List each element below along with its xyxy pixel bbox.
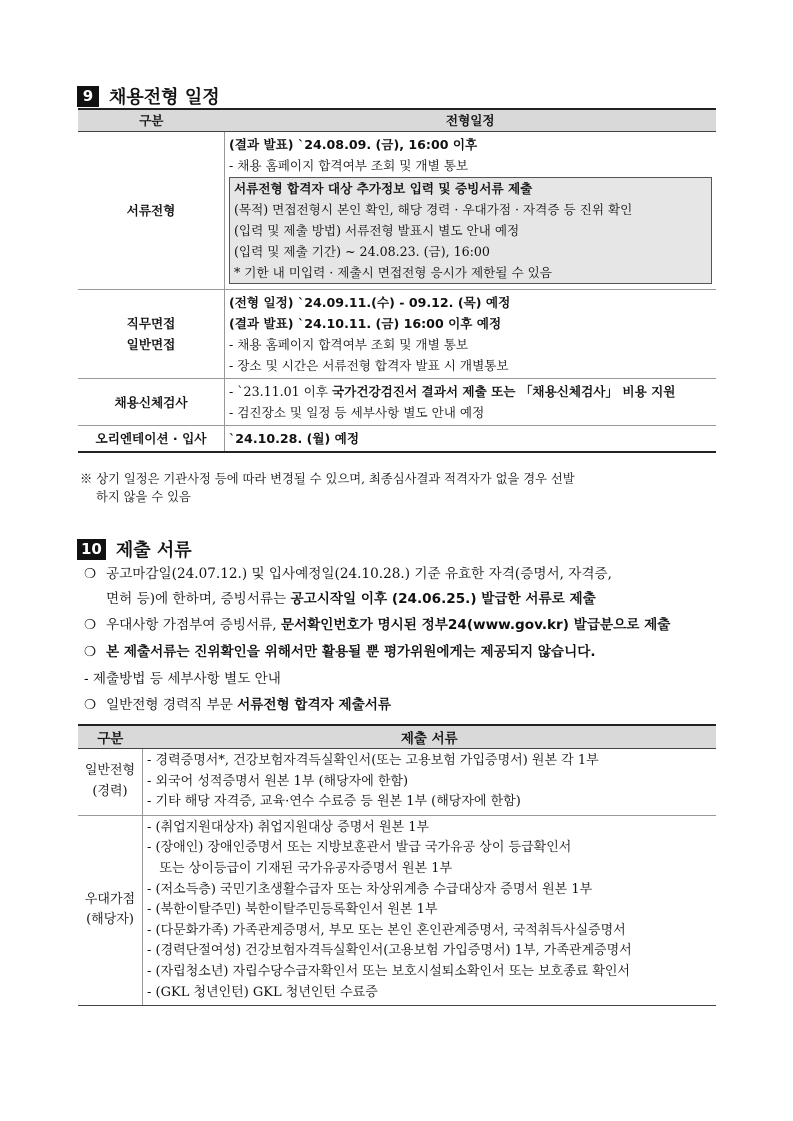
result-announcement: (결과 발표) `24.08.09. (금), 16:00 이후 [229, 137, 478, 152]
medical-line [229, 381, 712, 402]
bullet-emphasis: 서류전형 합격자 제출서류 [237, 697, 392, 713]
table-row [78, 426, 716, 453]
row-label-medical-exam: 채용신체검사 [78, 379, 225, 426]
header-category: 구분 [78, 109, 225, 132]
circle-bullet-icon: ❍ [84, 644, 97, 660]
list-item: - (경력단절여성) 건강보험자격득실확인서(고용보험 가입증명서) 1부, 가족관계증명서 [147, 943, 632, 959]
list-item: - 외국어 성적증명서 원본 1부 (해당자에 한함) [147, 773, 409, 789]
interview-result: (결과 발표) `24.10.11. (금) 16:00 이후 예정 [229, 316, 502, 331]
sub-item [84, 667, 281, 687]
bullet-item [84, 693, 391, 713]
medical-exam-cell [225, 379, 717, 426]
table-header-row [78, 109, 716, 132]
bullet-text: 일반전형 경력직 부문 [106, 697, 238, 713]
box-line: (목적) 면접전형시 본인 확인, 해당 경력 · 우대가점 · 자격증 등 진위 확인 [234, 202, 633, 217]
label-line: (해당자) [86, 912, 134, 928]
documents-table [78, 724, 716, 1006]
list-item: - (자립청소년) 자립수당수급자확인서 또는 보호시설퇴소확인서 또는 보호종료 확인서 [147, 963, 630, 979]
table-row [78, 379, 716, 426]
list-item: - (북한이탈주민) 북한이탈주민등록확인서 원본 1부 [147, 902, 438, 918]
notice-line: - 채용 홈페이지 합격여부 조회 및 개별 통보 [229, 337, 469, 352]
section-9-heading [77, 83, 220, 109]
additional-info-box [229, 177, 712, 284]
label-line: (경력) [92, 783, 128, 799]
box-line: (입력 및 제출 방법) 서류전형 발표시 별도 안내 예정 [234, 223, 520, 238]
table-header-row [78, 725, 716, 749]
medical-text: - `23.11.01 이후 [229, 384, 332, 399]
row-label-general [78, 749, 143, 816]
schedule-table [78, 108, 716, 453]
list-item: - (취업지원대상자) 취업지원대상 증명서 원본 1부 [147, 819, 430, 835]
notice-line: - 채용 홈페이지 합격여부 조회 및 개별 통보 [229, 158, 469, 173]
note-line: 하지 않을 수 있음 [96, 490, 191, 504]
section-number-badge: 9 [77, 86, 99, 107]
bullet-item [84, 613, 670, 633]
section-title: 제출 서류 [115, 540, 192, 561]
notice-line: - 장소 및 시간은 서류전형 합격자 발표 시 개별통보 [229, 358, 509, 373]
section-title: 채용전형 일정 [109, 87, 220, 108]
interview-schedule: (전형 일정) `24.09.11.(수) - 09.12. (목) 예정 [229, 295, 511, 310]
section-10-heading [77, 536, 192, 562]
label-line: 일반면접 [126, 337, 176, 352]
list-item: 또는 상이등급이 기재된 국가유공자증명서 원본 1부 [147, 860, 453, 876]
header-category: 구분 [78, 725, 143, 749]
bullet-text: 면허 등)에 한하며, 증빙서류는 [106, 591, 291, 607]
list-item: - (GKL 청년인턴) GKL 청년인턴 수료증 [147, 984, 378, 1000]
bullet-text: 우대사항 가점부여 증빙서류, [106, 617, 281, 633]
bullet-emphasis: 문서확인번호가 명시된 정부24(www.gov.kr) 발급분으로 제출 [280, 617, 671, 633]
list-item: - 경력증명서*, 건강보험자격득실확인서(또는 고용보험 가입증명서) 원본 각 1부 [147, 753, 599, 768]
notice-line: - 검진장소 및 일정 등 세부사항 별도 안내 예정 [229, 405, 485, 420]
bullet-continuation [106, 587, 596, 607]
row-label-interview [78, 290, 225, 379]
preference-documents-cell [143, 815, 717, 1005]
section-number-badge: 10 [77, 539, 106, 560]
bullet-emphasis: 본 제출서류는 진위확인을 위해서만 활용될 뿐 평가위원에게는 제공되지 않습니다. [106, 644, 596, 660]
row-label-preference [78, 815, 143, 1005]
label-line: 우대가점 [84, 891, 136, 907]
list-item: - 기타 해당 자격증, 교육·연수 수료증 등 원본 1부 (해당자에 한함) [147, 794, 521, 810]
interview-cell [225, 290, 717, 379]
label-line: 직무면접 [126, 316, 176, 331]
row-label-orientation: 오리엔테이션 · 입사 [78, 426, 225, 453]
row-label-document-screening: 서류전형 [78, 132, 225, 290]
sub-item-text: - 제출방법 등 세부사항 별도 안내 [84, 671, 281, 687]
circle-bullet-icon: ❍ [84, 566, 97, 582]
note-line: ※ 상기 일정은 기관사정 등에 따라 변경될 수 있으며, 최종심사결과 적격자가 없을 경우 선발 [80, 472, 575, 486]
table-row [78, 749, 716, 816]
bullet-item [84, 562, 612, 582]
medical-emphasis: 국가건강검진서 결과서 제출 또는 「채용신체검사」 비용 지원 [331, 384, 676, 399]
document-screening-cell [225, 132, 717, 290]
table-row [78, 132, 716, 290]
orientation-value: `24.10.28. (월) 예정 [225, 426, 717, 453]
table-row [78, 815, 716, 1005]
header-documents: 제출 서류 [143, 725, 717, 749]
general-documents-cell [143, 749, 717, 816]
circle-bullet-icon: ❍ [84, 697, 97, 713]
list-item: - (저소득층) 국민기초생활수급자 또는 차상위계층 수급대상자 증명서 원본 1부 [147, 881, 593, 897]
bullet-emphasis: 공고시작일 이후 (24.06.25.) 발급한 서류로 제출 [290, 591, 596, 607]
bullet-text: 공고마감일(24.07.12.) 및 입사예정일(24.10.28.) 기준 유효한 자격(증명서, 자격증, [106, 566, 612, 582]
bullet-item [84, 640, 596, 660]
schedule-note [80, 470, 720, 506]
list-item: - (다문화가족) 가족관계증명서, 부모 또는 본인 혼인관계증명서, 국적취득사실증명서 [147, 922, 626, 938]
header-schedule: 전형일정 [225, 109, 717, 132]
box-title: 서류전형 합격자 대상 추가정보 입력 및 증빙서류 제출 [234, 181, 533, 196]
label-line: 일반전형 [84, 763, 136, 779]
list-item: - (장애인) 장애인증명서 또는 지방보훈관서 발급 국가유공 상이 등급확인서 [147, 840, 572, 856]
box-line: * 기한 내 미입력 · 제출시 면접전형 응시가 제한될 수 있음 [234, 265, 552, 280]
table-row [78, 290, 716, 379]
circle-bullet-icon: ❍ [84, 617, 97, 633]
box-line: (입력 및 제출 기간) ~ 24.08.23. (금), 16:00 [234, 244, 490, 259]
